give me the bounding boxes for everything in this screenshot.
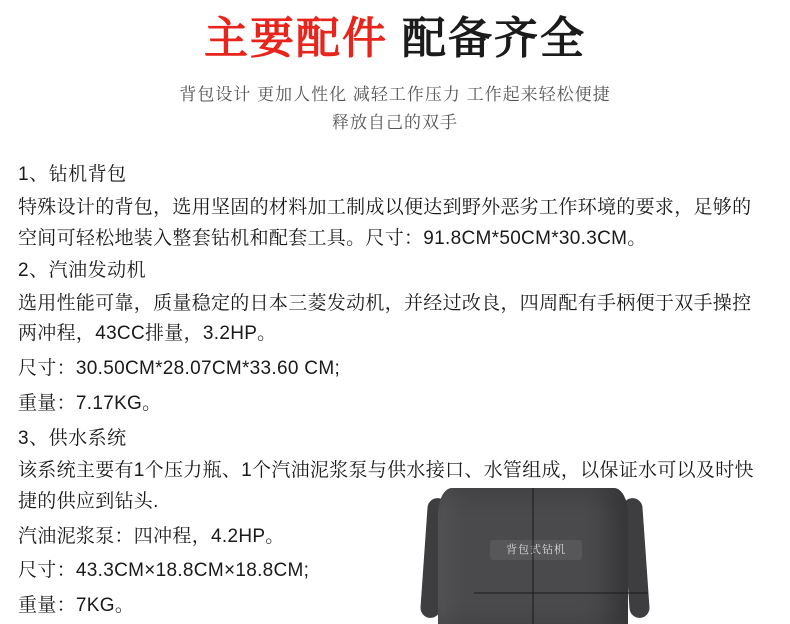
section-spec-weight: 重量：7.17KG。	[18, 392, 162, 414]
section-water-supply	[18, 424, 774, 622]
page-subtitle-line2: 释放自己的双手	[332, 113, 458, 133]
backpack-label: 背包式钻机	[490, 540, 582, 560]
page-header	[0, 0, 790, 138]
section-body-line: 捷的供应到钻头.	[18, 490, 159, 512]
section-heading: 2、汽油发动机	[18, 260, 147, 282]
page-subtitle	[0, 81, 790, 139]
section-heading: 1、钻机背包	[18, 164, 127, 186]
page-title-secondary: 配备齐全	[402, 14, 586, 63]
section-body-line: 空间可轻松地装入整套钻机和配套工具。尺寸：91.8CM*50CM*30.3CM。	[18, 227, 647, 249]
section-body-line: 选用性能可靠，质量稳定的日本三菱发动机，并经过改良，四周配有手柄便于双手操控	[18, 292, 752, 314]
section-spec-size: 尺寸：30.50CM*28.07CM*33.60 CM;	[18, 358, 341, 380]
description-content	[0, 160, 790, 622]
page-title	[0, 14, 790, 65]
section-body-line: 该系统主要有1个压力瓶、1个汽油泥浆泵与供水接口、水管组成，以保证水可以及时快	[18, 460, 754, 482]
section-body-line: 汽油泥浆泵：四冲程，4.2HP。	[18, 525, 285, 547]
page-title-highlight: 主要配件	[204, 14, 388, 63]
section-body-line: 两冲程，43CC排量，3.2HP。	[18, 323, 277, 345]
section-heading: 3、供水系统	[18, 427, 127, 449]
section-gasoline-engine	[18, 256, 774, 419]
section-body-line: 特殊设计的背包，选用坚固的材料加工制成以便达到野外恶劣工作环境的要求，足够的	[18, 196, 752, 218]
section-spec-size: 尺寸：43.3CM×18.8CM×18.8CM;	[18, 560, 310, 582]
page-subtitle-line1: 背包设计 更加人性化 减轻工作压力 工作起来轻松便捷	[179, 84, 611, 104]
section-backpack	[18, 160, 774, 254]
section-spec-weight: 重量：7KG。	[18, 595, 135, 617]
